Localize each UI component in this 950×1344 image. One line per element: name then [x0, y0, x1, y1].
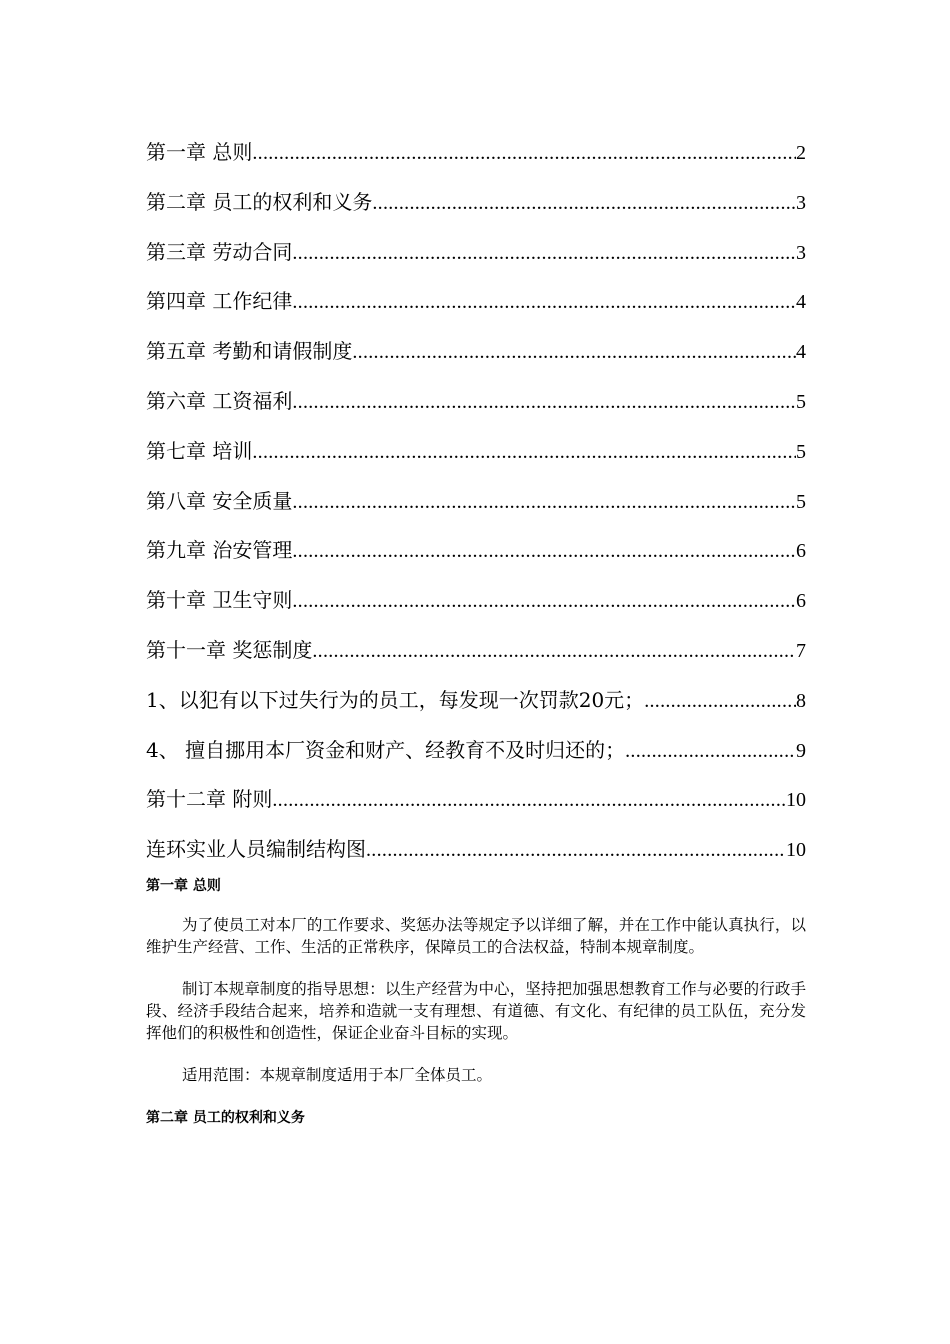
toc-page-number: 8 [796, 689, 806, 712]
toc-entry[interactable] [146, 825, 806, 875]
toc-page-number: 5 [796, 490, 806, 513]
toc-entry[interactable] [146, 427, 806, 477]
toc-entry[interactable] [146, 676, 806, 726]
toc-dot-leader [292, 378, 796, 428]
toc-page-number: 5 [796, 390, 806, 413]
body-paragraph: 制订本规章制度的指导思想：以生产经营为中心，坚持把加强思想教育工作与必要的行政手段、经济手段结合起来，培养和造就一支有理想、有道德、有文化、有纪律的员工队伍，充分发挥他们的积极性和创造性，保证企业奋斗目标的实现。 [146, 979, 806, 1042]
toc-dot-leader [252, 428, 796, 478]
toc-entry[interactable] [146, 477, 806, 527]
toc-entry[interactable] [146, 526, 806, 576]
toc-entry-label: 第十二章 附则 [146, 787, 273, 812]
toc-entry[interactable] [146, 178, 806, 228]
toc-dot-leader [312, 627, 796, 677]
toc-dot-leader [366, 826, 786, 876]
toc-dot-leader [252, 129, 796, 179]
toc-entry[interactable] [146, 377, 806, 427]
toc-dot-leader [272, 776, 786, 826]
toc-entry-label: 1、以犯有以下过失行为的员工，每发现一次罚款20元； [146, 687, 645, 712]
toc-page-number: 5 [796, 440, 806, 463]
chapter-heading: 第一章 总则 [146, 877, 221, 894]
toc-entry-label: 第一章 总则 [146, 140, 253, 164]
toc-entry-label: 第十一章 奖惩制度 [146, 637, 313, 662]
toc-entry-label: 第四章 工作纪律 [146, 289, 293, 314]
toc-page-number: 4 [796, 291, 806, 314]
toc-dot-leader [292, 577, 796, 627]
toc-dot-leader [292, 229, 796, 279]
toc-entry[interactable] [146, 128, 806, 178]
toc-dot-leader [292, 478, 796, 528]
toc-page-number: 2 [796, 142, 806, 164]
toc-page-number: 6 [796, 540, 806, 563]
toc-entry-label: 第七章 培训 [146, 438, 253, 463]
document-page [146, 128, 806, 1128]
toc-entry[interactable] [146, 775, 806, 825]
toc-page-number: 6 [796, 590, 806, 613]
toc-entry-label: 第六章 工资福利 [146, 388, 293, 413]
toc-entry-label: 第九章 治安管理 [146, 538, 293, 563]
toc-dot-leader [625, 727, 796, 777]
toc-page-number: 9 [796, 739, 806, 762]
toc-entry-label: 第十章 卫生守则 [146, 588, 293, 613]
toc-entry-label: 第五章 考勤和请假制度 [146, 339, 353, 364]
chapter-heading: 第二章 员工的权利和义务 [146, 1109, 305, 1126]
toc-dot-leader [292, 527, 796, 577]
toc-page-number: 3 [796, 241, 806, 264]
toc-entry[interactable] [146, 327, 806, 377]
toc-entry[interactable] [146, 576, 806, 626]
toc-entry-label: 第二章 员工的权利和义务 [146, 189, 373, 214]
toc-entry-label: 连环实业人员编制结构图 [146, 837, 366, 862]
toc-page-number: 10 [786, 839, 806, 862]
table-of-contents [146, 128, 806, 875]
toc-page-number: 10 [786, 789, 806, 812]
toc-entry[interactable] [146, 726, 806, 776]
toc-entry-label: 4、 擅自挪用本厂资金和财产、经教育不及时归还的； [146, 737, 626, 762]
toc-entry[interactable] [146, 277, 806, 327]
toc-entry[interactable] [146, 626, 806, 676]
toc-dot-leader [644, 677, 796, 727]
body-paragraph: 适用范围：本规章制度适用于本厂全体员工。 [182, 1065, 493, 1084]
toc-page-number: 4 [796, 341, 806, 364]
toc-page-number: 7 [796, 639, 806, 662]
toc-dot-leader [372, 179, 796, 229]
body-paragraph: 为了使员工对本厂的工作要求、奖惩办法等规定予以详细了解，并在工作中能认真执行，以维护生产经营、工作、生活的正常秩序，保障员工的合法权益，特制本规章制度。 [146, 915, 806, 956]
toc-entry-label: 第八章 安全质量 [146, 488, 293, 513]
toc-entry[interactable] [146, 228, 806, 278]
toc-entry-label: 第三章 劳动合同 [146, 239, 293, 264]
toc-dot-leader [292, 278, 796, 328]
toc-dot-leader [352, 328, 796, 378]
toc-page-number: 3 [796, 191, 806, 214]
